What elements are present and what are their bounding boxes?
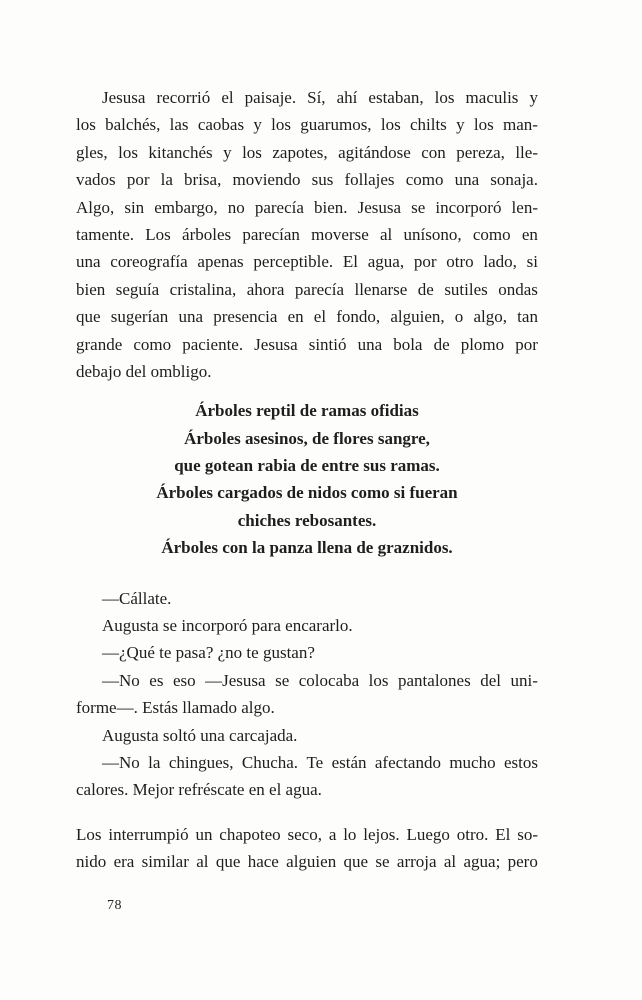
text-line: forme—. Estás llamado algo. <box>76 698 275 718</box>
dialogue-paragraph <box>76 722 538 749</box>
text-line: debajo del ombligo. <box>76 361 212 381</box>
dialogue-paragraph <box>76 639 538 666</box>
dialogue-paragraph <box>76 612 538 639</box>
text-line: gles, los kitanchés y los zapotes, agitándose con pereza, lle- <box>76 142 538 162</box>
dialogue-paragraph <box>76 749 538 804</box>
text-line: una coreografía apenas perceptible. El agua, por otro lado, si <box>76 252 538 272</box>
text-line: Augusta soltó una carcajada. <box>102 725 298 745</box>
text-line: —No es eso —Jesusa se colocaba los pantalones del uni- <box>102 670 538 690</box>
page-text <box>76 84 538 876</box>
text-line: grande como paciente. Jesusa sintió una bola de plomo por <box>76 334 538 354</box>
text-line: Los interrumpió un chapoteo seco, a lo lejos. Luego otro. El so- <box>76 824 538 844</box>
page-number: 78 <box>107 898 122 913</box>
text-line: tamente. Los árboles parecían moverse al unísono, como en <box>76 224 538 244</box>
verse-line: Árboles asesinos, de flores sangre, <box>184 428 430 448</box>
verse-line: Árboles cargados de nidos como si fueran <box>156 483 458 503</box>
dialogue-paragraph <box>76 585 538 612</box>
text-line: nido era similar al que hace alguien que se arroja al agua; pero <box>76 852 538 872</box>
verse-line: chiches rebosantes. <box>237 510 377 530</box>
text-line: —Cállate. <box>102 588 172 608</box>
text-line: los balchés, las caobas y los guarumos, los chilts y los man- <box>76 115 538 135</box>
text-line: bien seguía cristalina, ahora parecía llenarse de sutiles ondas <box>76 279 538 299</box>
dialogue-paragraph <box>76 667 538 722</box>
text-line: —¿Qué te pasa? ¿no te gustan? <box>102 643 315 663</box>
verse-line: Árboles con la panza llena de graznidos. <box>161 538 453 558</box>
text-line: Algo, sin embargo, no parecía bien. Jesusa se incorporó len- <box>76 197 538 217</box>
opening-paragraph <box>76 84 538 385</box>
text-line: —No la chingues, Chucha. Te están afectando mucho estos <box>102 752 538 772</box>
text-line: Jesusa recorrió el paisaje. Sí, ahí estaban, los maculis y <box>102 88 538 107</box>
verse-line: Árboles reptil de ramas ofidias <box>195 401 419 421</box>
verse-line: que gotean rabia de entre sus ramas. <box>174 456 440 476</box>
text-line: calores. Mejor refréscate en el agua. <box>76 780 322 800</box>
closing-paragraph <box>76 821 538 876</box>
verse-stanza <box>76 397 538 561</box>
text-line: Augusta se incorporó para encararlo. <box>102 616 353 636</box>
text-line: vados por la brisa, moviendo sus follajes como una sonaja. <box>76 170 538 190</box>
text-line: que sugerían una presencia en el fondo, alguien, o algo, tan <box>76 307 538 327</box>
